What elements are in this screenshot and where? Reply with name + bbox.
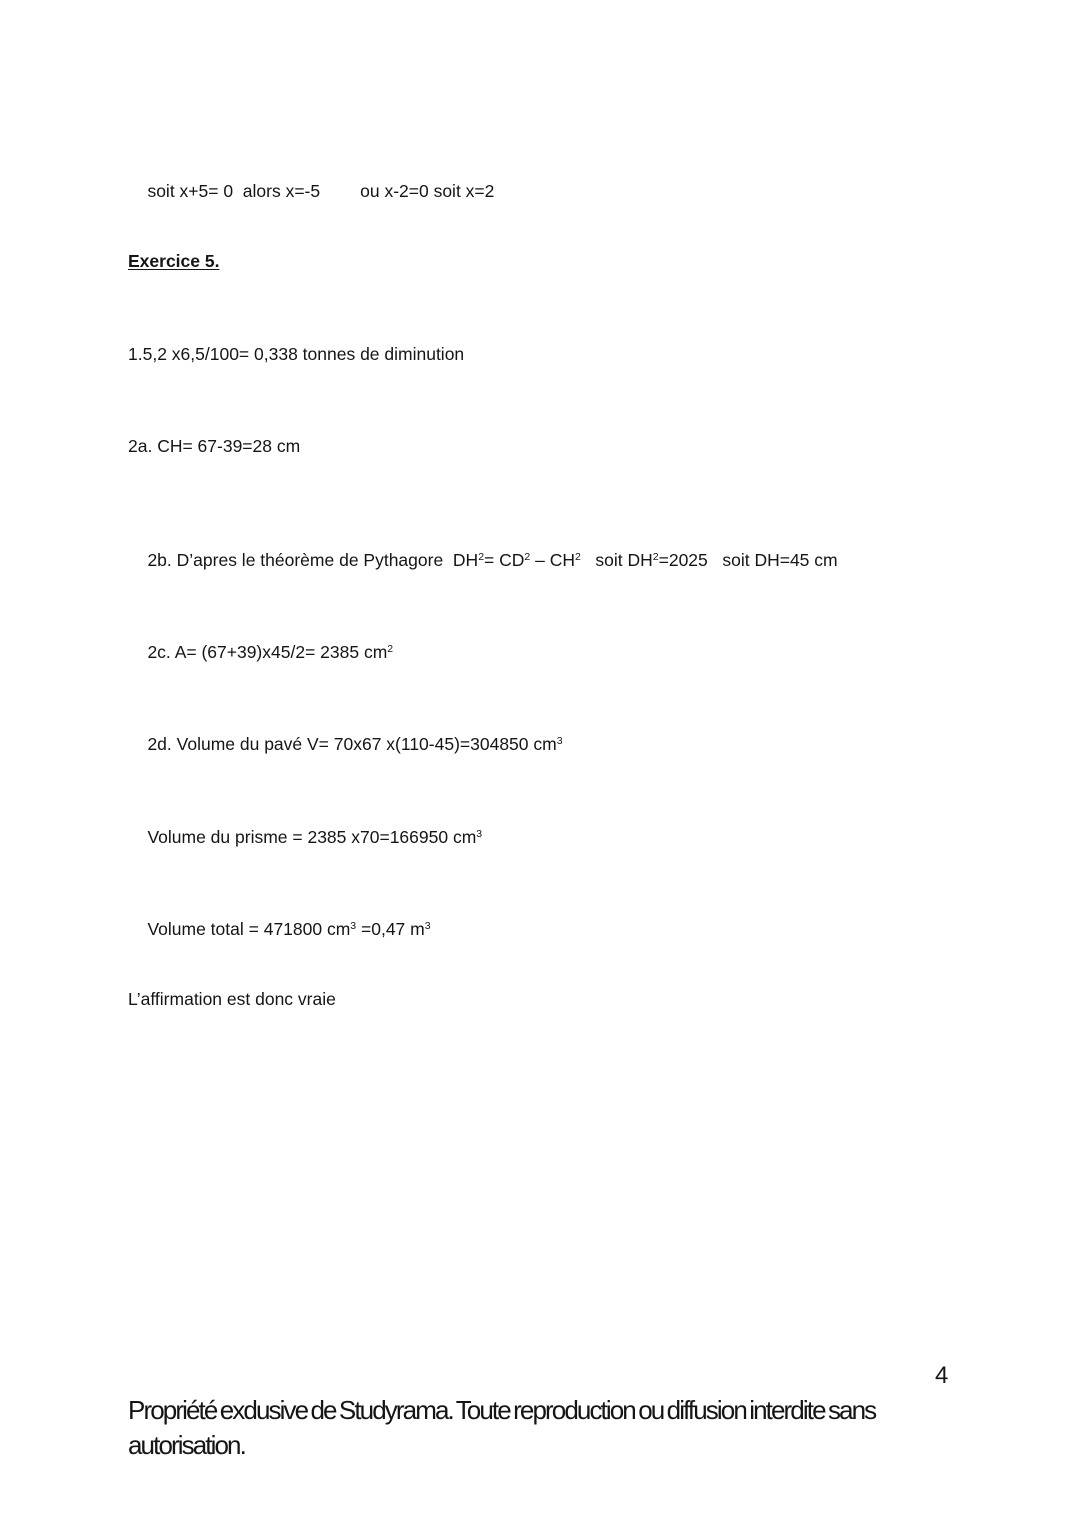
- root-1-text: soit x+5= 0 alors x=-5: [147, 181, 321, 201]
- answer-2a: 2a. CH= 67-39=28 cm: [128, 436, 301, 456]
- answer-2b: 2b. D’apres le théorème de Pythagore $DH^2= CD^2 - CH^2$ soit $DH^2=2025$ soit DH=45 cm: [147, 550, 838, 570]
- solution-line-roots: [128, 158, 494, 224]
- answer-2c: 2c. A= (67+39)x45/2= 2385 $cm^2$: [147, 642, 394, 662]
- total-volume-line: Volume total = 471800 $cm^3 =0,47$ $m^3$: [147, 919, 431, 939]
- answer-2d: 2d. Volume du pavé V= 70x67 x(110-45)=304850 $cm^3$: [147, 734, 563, 754]
- prism-volume-line: Volume du prisme = 2385 x70=166950 $cm^3$: [147, 827, 483, 847]
- footer-line-2: autorisation.: [128, 1430, 245, 1460]
- copyright-footer: [128, 1393, 908, 1463]
- root-2-text: ou x-2=0 soit x=2: [360, 181, 495, 201]
- conclusion-line: L’affirmation est donc vraie: [128, 989, 336, 1009]
- footer-line-1: Propriété exdusive de Studyrama. Toute reproduction ou diffusion interdite sans: [128, 1395, 876, 1425]
- page-number: 4: [935, 1362, 949, 1389]
- answer-1: 1.5,2 x6,5/100= 0,338 tonnes de diminution: [128, 344, 465, 364]
- exercise-heading: Exercice 5.: [128, 251, 220, 271]
